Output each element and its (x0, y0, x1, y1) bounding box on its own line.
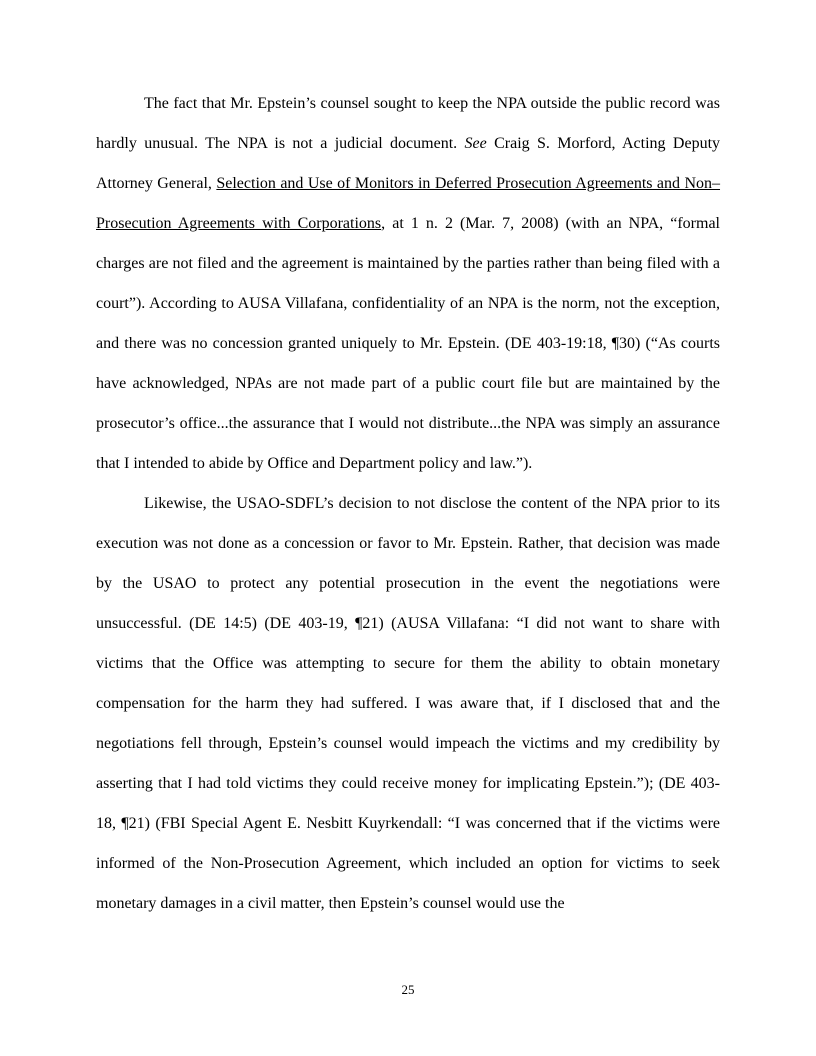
paragraph-2 (96, 484, 720, 924)
text-run-italic-see: See (464, 135, 487, 152)
text-run: , at 1 n. 2 (Mar. 7, 2008) (with an NPA, “formal charges are not filed and the agreement is maintained by the parties rather than being filed with a court”). According to AUSA Villafana, confidentiality of an NPA is the norm, not the exception, and there was no concession granted uniquely to Mr. Epstein. (DE 403-19:18, ¶30) (“As courts have acknowledged, NPAs are not made part of a public court file but are maintained by the prosecutor’s office...the assurance that I would not distribute...the NPA was simply an assurance that I intended to abide by Office and Department policy and law.”). (96, 215, 720, 472)
text-run: Craig S. Morford, Acting Deputy Attorney General, (96, 135, 721, 192)
text-run: The fact that Mr. Epstein’s counsel sought to keep the NPA outside the public record was hardly unusual. The NPA is not a judicial document. (96, 95, 720, 152)
text-run-underlined-citation-title: Selection and Use of Monitors in Deferred Prosecution Agreements and Non–Prosecution Agreements with Corporations (96, 175, 721, 232)
page-number: 25 (401, 982, 415, 997)
paragraph-1 (96, 84, 720, 484)
text-run: Likewise, the USAO-SDFL’s decision to not disclose the content of the NPA prior to its execution was not done as a concession or favor to Mr. Epstein. Rather, that decision was made by the USAO to protect any potential prosecution in the event the negotiations were unsuccessful. (DE 14:5) (DE 403-19, ¶21) (AUSA Villafana: “I did not want to share with victims that the Office was attempting to secure for them the ability to obtain monetary compensation for the harm they had suffered. I was aware that, if I disclosed that and the negotiations fell through, Epstein’s counsel would impeach the victims and my credibility by asserting that I had told victims they could receive money for implicating Epstein.”); (DE 403-18, ¶21) (FBI Special Agent E. Nesbitt Kuyrkendall: “I was concerned that if the victims were informed of the Non-Prosecution Agreement, which included an option for victims to seek monetary damages in a civil matter, then Epstein’s counsel would use the (96, 495, 720, 912)
